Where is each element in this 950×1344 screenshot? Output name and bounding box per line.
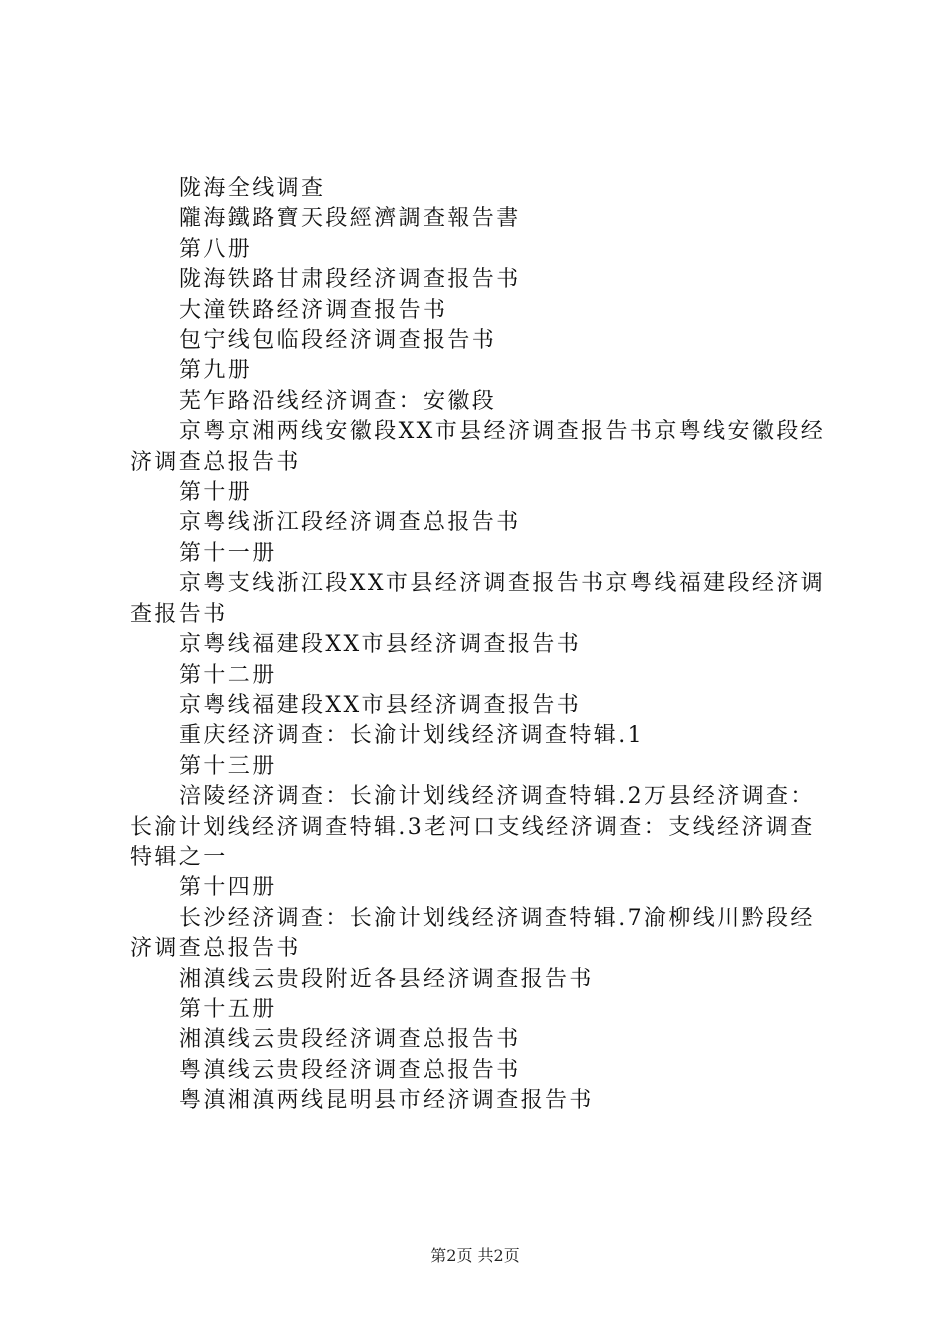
volume-heading: 第十册 <box>179 480 253 506</box>
text-paragraph: 京粤京湘两线安徽段XX市县经济调查报告书京粤线安徽段经济调查总报告书 <box>130 419 826 475</box>
text-line: 包宁线包临段经济调查报告书 <box>179 328 497 354</box>
document-body <box>130 174 830 1117</box>
text-line: 湘滇线云贵段经济调查总报告书 <box>179 1027 521 1053</box>
text-line: 隴海鐵路寶天段經濟調查報告書 <box>179 206 521 232</box>
page-footer: 第2页 共2页 <box>430 1246 520 1265</box>
volume-heading: 第十二册 <box>179 662 277 688</box>
text-line: 京粤线福建段XX市县经济调查报告书 <box>179 632 582 658</box>
volume-heading: 第十四册 <box>179 875 277 901</box>
text-line: 重庆经济调查：长渝计划线经济调查特辑.1 <box>179 723 644 749</box>
text-line: 京粤线福建段XX市县经济调查报告书 <box>179 692 582 718</box>
text-paragraph: 京粤支线浙江段XX市县经济调查报告书京粤线福建段经济调查报告书 <box>130 571 826 627</box>
text-paragraph: 长沙经济调查：长渝计划线经济调查特辑.7渝柳线川黔段经济调查总报告书 <box>130 905 815 962</box>
text-line: 大潼铁路经济调查报告书 <box>179 297 448 323</box>
text-line: 湘滇线云贵段附近各县经济调查报告书 <box>179 966 594 992</box>
text-line: 粤滇线云贵段经济调查总报告书 <box>179 1057 521 1083</box>
text-line: 陇海全线调查 <box>179 176 326 201</box>
volume-heading: 第十三册 <box>179 753 277 779</box>
volume-heading: 第九册 <box>179 358 253 384</box>
volume-heading: 第十五册 <box>179 996 277 1022</box>
volume-heading: 第八册 <box>179 236 253 262</box>
volume-heading: 第十一册 <box>179 540 277 566</box>
text-paragraph: 涪陵经济调查：长渝计划线经济调查特辑.2万县经济调查：长渝计划线经济调查特辑.3老河口支线经济调查：支线经济调查特辑之一 <box>130 784 815 870</box>
text-line: 陇海铁路甘肃段经济调查报告书 <box>179 267 521 293</box>
text-line: 芜乍路沿线经济调查：安徽段 <box>179 388 497 414</box>
text-line: 粤滇湘滇两线昆明县市经济调查报告书 <box>179 1088 594 1114</box>
text-line: 京粤线浙江段经济调查总报告书 <box>179 510 521 536</box>
